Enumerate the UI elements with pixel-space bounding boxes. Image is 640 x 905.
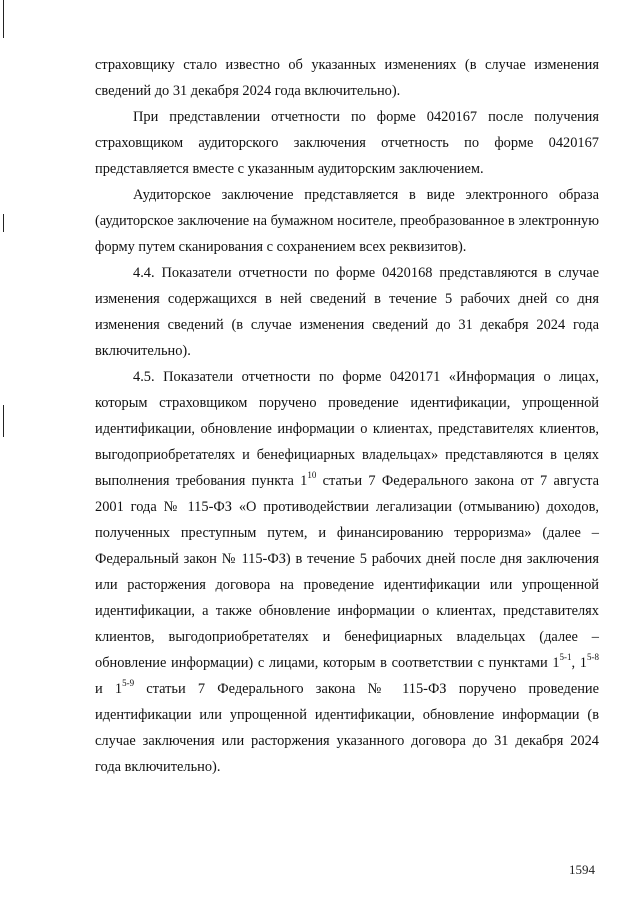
paragraph-1: страховщику стало известно об указанных изменениях (в случае изменения сведений до 31 декабря 2024 года включительно). <box>95 57 599 99</box>
paragraph-4-5 <box>95 364 599 780</box>
paragraph-2: При представлении отчетности по форме 0420167 после получения страховщиком аудиторского заключения отчетность по форме 0420167 представляется вместе с указанным аудиторским заключением. <box>95 109 599 177</box>
paragraph-4-5-part-e: статьи 7 Федерального закона № 115-ФЗ поручено проведение идентификации или упрощенной идентификации, обновление информации (в случае заключения или расторжения указанного договора до 31 декабря 2024 года включительно). <box>95 681 599 775</box>
paragraph-3: Аудиторское заключение представляется в виде электронного образа (аудиторское заключение на бумажном носителе, преобразованное в электронную форму путем сканирования с сохранением всех реквизитов). <box>95 187 599 255</box>
paragraph-4-5-part-c: , 1 <box>571 655 587 671</box>
document-body <box>95 52 599 780</box>
superscript-5-9: 5-9 <box>122 678 135 689</box>
paragraph-4-5-part-d: и 1 <box>95 681 123 697</box>
margin-mark-lower <box>3 405 4 437</box>
paragraph-4-5-part-a: 4.5. Показатели отчетности по форме 0420171 «Информация о лицах, которым страховщиком поручено проведение идентификации, упрощенной идентификации, обновление информации о клиентах, представителях клиентов, выгодоприобретателях и бенефициарных владельцах» представляются в целях выполнения требования пункта 1 <box>95 369 599 489</box>
paragraph-4-4: 4.4. Показатели отчетности по форме 0420168 представляются в случае изменения содержащихся в ней сведений в течение 5 рабочих дней со дня изменения сведений (в случае изменения сведений до 31 декабря 2024 года включительно). <box>95 265 599 359</box>
superscript-10: 10 <box>307 470 317 481</box>
page-number: 1594 <box>569 862 595 877</box>
margin-mark-top <box>3 0 4 38</box>
margin-mark-middle <box>3 214 4 232</box>
superscript-5-8: 5-8 <box>587 652 599 663</box>
paragraph-4-5-part-b: статьи 7 Федерального закона от 7 августа 2001 года № 115-ФЗ «О противодействии легализации (отмыванию) доходов, полученных преступным путем, и финансированию терроризма» (далее – Федеральный закон № 115-ФЗ) в течение 5 рабочих дней после дня заключения или расторжения договора на проведение идентификации или упрощенной идентификации, а также обновление информации о клиентах, представителях клиентов, выгодоприобретателях и бенефициарных владельцах (далее – обновление информации) с лицами, которым в соответствии с пунктами 1 <box>95 473 599 671</box>
superscript-5-1: 5-1 <box>559 652 572 663</box>
